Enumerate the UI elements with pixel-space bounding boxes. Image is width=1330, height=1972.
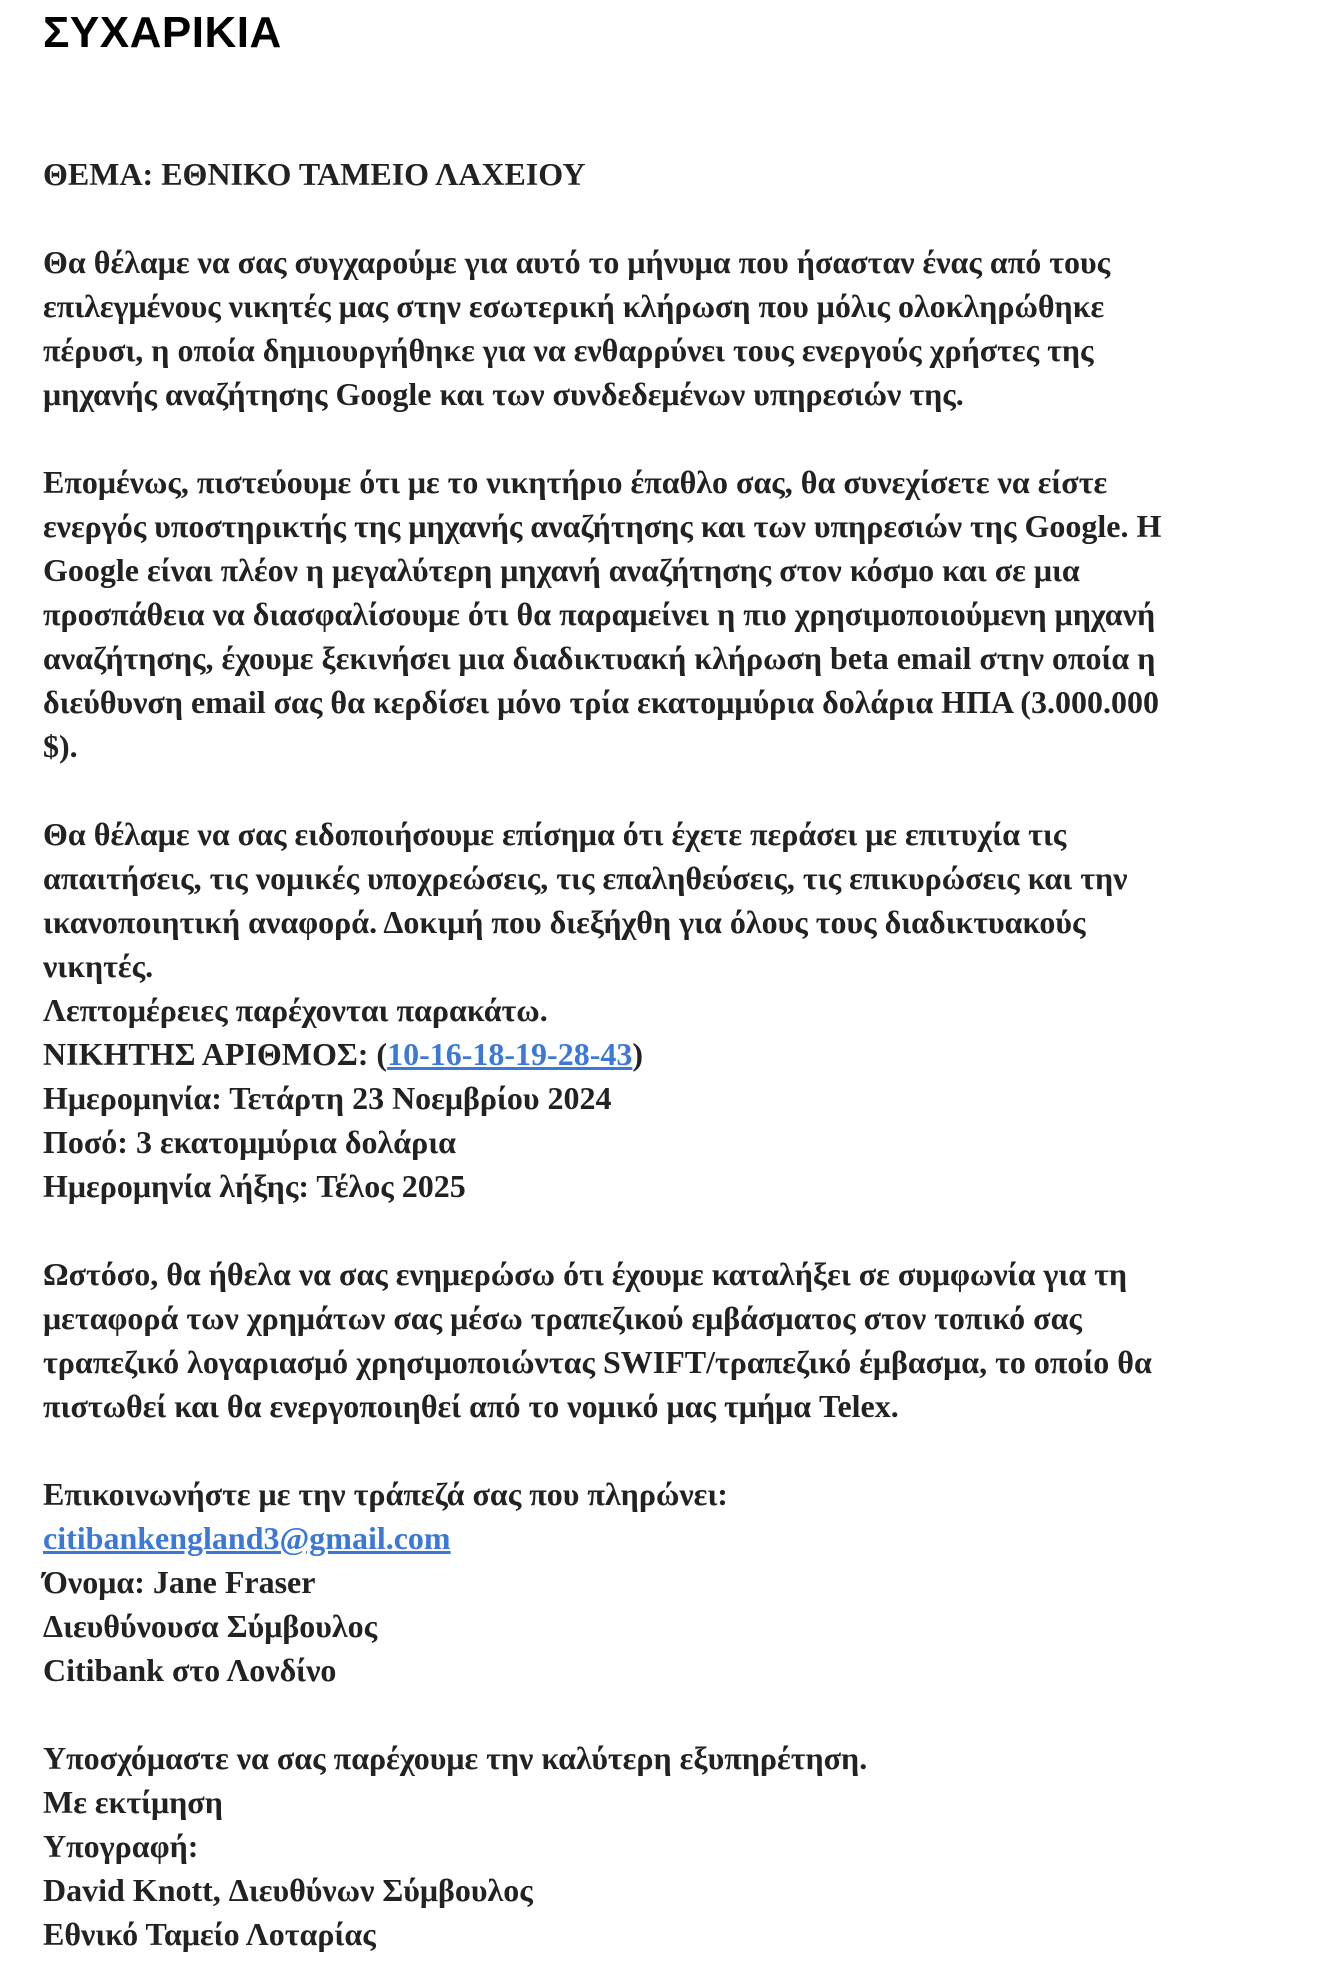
contact-block — [43, 1472, 1290, 1692]
subject-text: ΘΕΜΑ: ΕΘΝΙΚΟ ΤΑΜΕΙΟ ΛΑΧΕΙΟΥ — [43, 156, 586, 192]
closing-line: Υποσχόμαστε να σας παρέχουμε την καλύτερη εξυπηρέτηση. — [43, 1740, 868, 1776]
paragraph-line: Ωστόσο, θα ήθελα να σας ενημερώσω ότι έχουμε καταλήξει σε συμφωνία για τη — [43, 1256, 1128, 1292]
closing-line: Υπογραφή: — [43, 1828, 199, 1864]
contact-bank: Citibank στο Λονδίνο — [43, 1652, 337, 1688]
closing-line: Με εκτίμηση — [43, 1784, 223, 1820]
paragraph-line: νικητές. — [43, 948, 154, 984]
paragraph-line: επιλεγμένους νικητές μας στην εσωτερική κλήρωση που μόλις ολοκληρώθηκε — [43, 288, 1105, 324]
paragraph-line: Google είναι πλέον η μεγαλύτερη μηχανή αναζήτησης στον κόσμο και σε μια — [43, 552, 1080, 588]
congratulations-paragraph — [43, 240, 1290, 416]
paragraph-line: πέρυσι, η οποία δημιουργήθηκε για να ενθαρρύνει τους ενεργούς χρήστες της — [43, 332, 1094, 368]
expiry-line: Ημερομηνία λήξης: Τέλος 2025 — [43, 1168, 466, 1204]
paragraph-line: μηχανής αναζήτησης Google και των συνδεδεμένων υπηρεσιών της. — [43, 376, 964, 412]
paragraph-line: προσπάθεια να διασφαλίσουμε ότι θα παραμείνει η πιο χρησιμοποιούμενη μηχανή — [43, 596, 1156, 632]
closing-block — [43, 1736, 1290, 1956]
winner-number-prefix: ΝΙΚΗΤΗΣ ΑΡΙΘΜΟΣ: ( — [43, 1036, 388, 1072]
winner-number-suffix: ) — [632, 1036, 643, 1072]
paragraph-line: διεύθυνση email σας θα κερδίσει μόνο τρία εκατομμύρια δολάρια ΗΠΑ (3.000.000 — [43, 684, 1159, 720]
paragraph-line: πιστωθεί και θα ενεργοποιηθεί από το νομικό μας τμήμα Telex. — [43, 1388, 899, 1424]
winner-number-link[interactable]: 10-16-18-19-28-43 — [387, 1036, 633, 1072]
page-title: ΣΥΧΑΡΙΚΙΑ — [43, 8, 282, 57]
paragraph-line: Επομένως, πιστεύουμε ότι με το νικητήριο έπαθλο σας, θα συνεχίσετε να είστε — [43, 464, 1108, 500]
paragraph-line: $). — [43, 728, 78, 764]
signature-name: David Knott, Διευθύνων Σύμβουλος — [43, 1872, 533, 1908]
contact-email-link[interactable]: citibankengland3@gmail.com — [43, 1520, 451, 1556]
amount-line: Ποσό: 3 εκατομμύρια δολάρια — [43, 1124, 456, 1160]
paragraph-line: Θα θέλαμε να σας συγχαρούμε για αυτό το μήνυμα που ήσασταν ένας από τους — [43, 244, 1111, 280]
prize-paragraph — [43, 460, 1290, 768]
paragraph-line: ενεργός υποστηρικτής της μηχανής αναζήτησης και των υπηρεσιών της Google. Η — [43, 508, 1162, 544]
paragraph-line: αναζήτησης, έχουμε ξεκινήσει μια διαδικτυακή κλήρωση beta email στην οποία η — [43, 640, 1156, 676]
winner-number-line — [43, 1032, 1290, 1076]
paragraph-line: Θα θέλαμε να σας ειδοποιήσουμε επίσημα ότι έχετε περάσει με επιτυχία τις — [43, 816, 1067, 852]
transfer-paragraph — [43, 1252, 1290, 1428]
details-paragraph — [43, 812, 1290, 1208]
paragraph-line: απαιτήσεις, τις νομικές υποχρεώσεις, τις επαληθεύσεις, τις επικυρώσεις και την — [43, 860, 1128, 896]
paragraph-line: τραπεζικό λογαριασμό χρησιμοποιώντας SWIFT/τραπεζικό έμβασμα, το οποίο θα — [43, 1344, 1152, 1380]
paragraph-line: Λεπτομέρειες παρέχονται παρακάτω. — [43, 992, 548, 1028]
paragraph-line: ικανοποιητική αναφορά. Δοκιμή που διεξήχθη για όλους τους διαδικτυακούς — [43, 904, 1086, 940]
subject-line — [43, 152, 1290, 196]
signature-org: Εθνικό Ταμείο Λοταρίας — [43, 1916, 376, 1952]
paragraph-line: μεταφορά των χρημάτων σας μέσω τραπεζικού εμβάσματος στον τοπικό σας — [43, 1300, 1082, 1336]
contact-intro: Επικοινωνήστε με την τράπεζά σας που πληρώνει: — [43, 1476, 728, 1512]
date-line: Ημερομηνία: Τετάρτη 23 Νοεμβρίου 2024 — [43, 1080, 612, 1116]
contact-role: Διευθύνουσα Σύμβουλος — [43, 1608, 378, 1644]
contact-name: Όνομα: Jane Fraser — [43, 1564, 316, 1600]
email-body — [43, 152, 1290, 1956]
contact-email-line — [43, 1516, 1290, 1560]
